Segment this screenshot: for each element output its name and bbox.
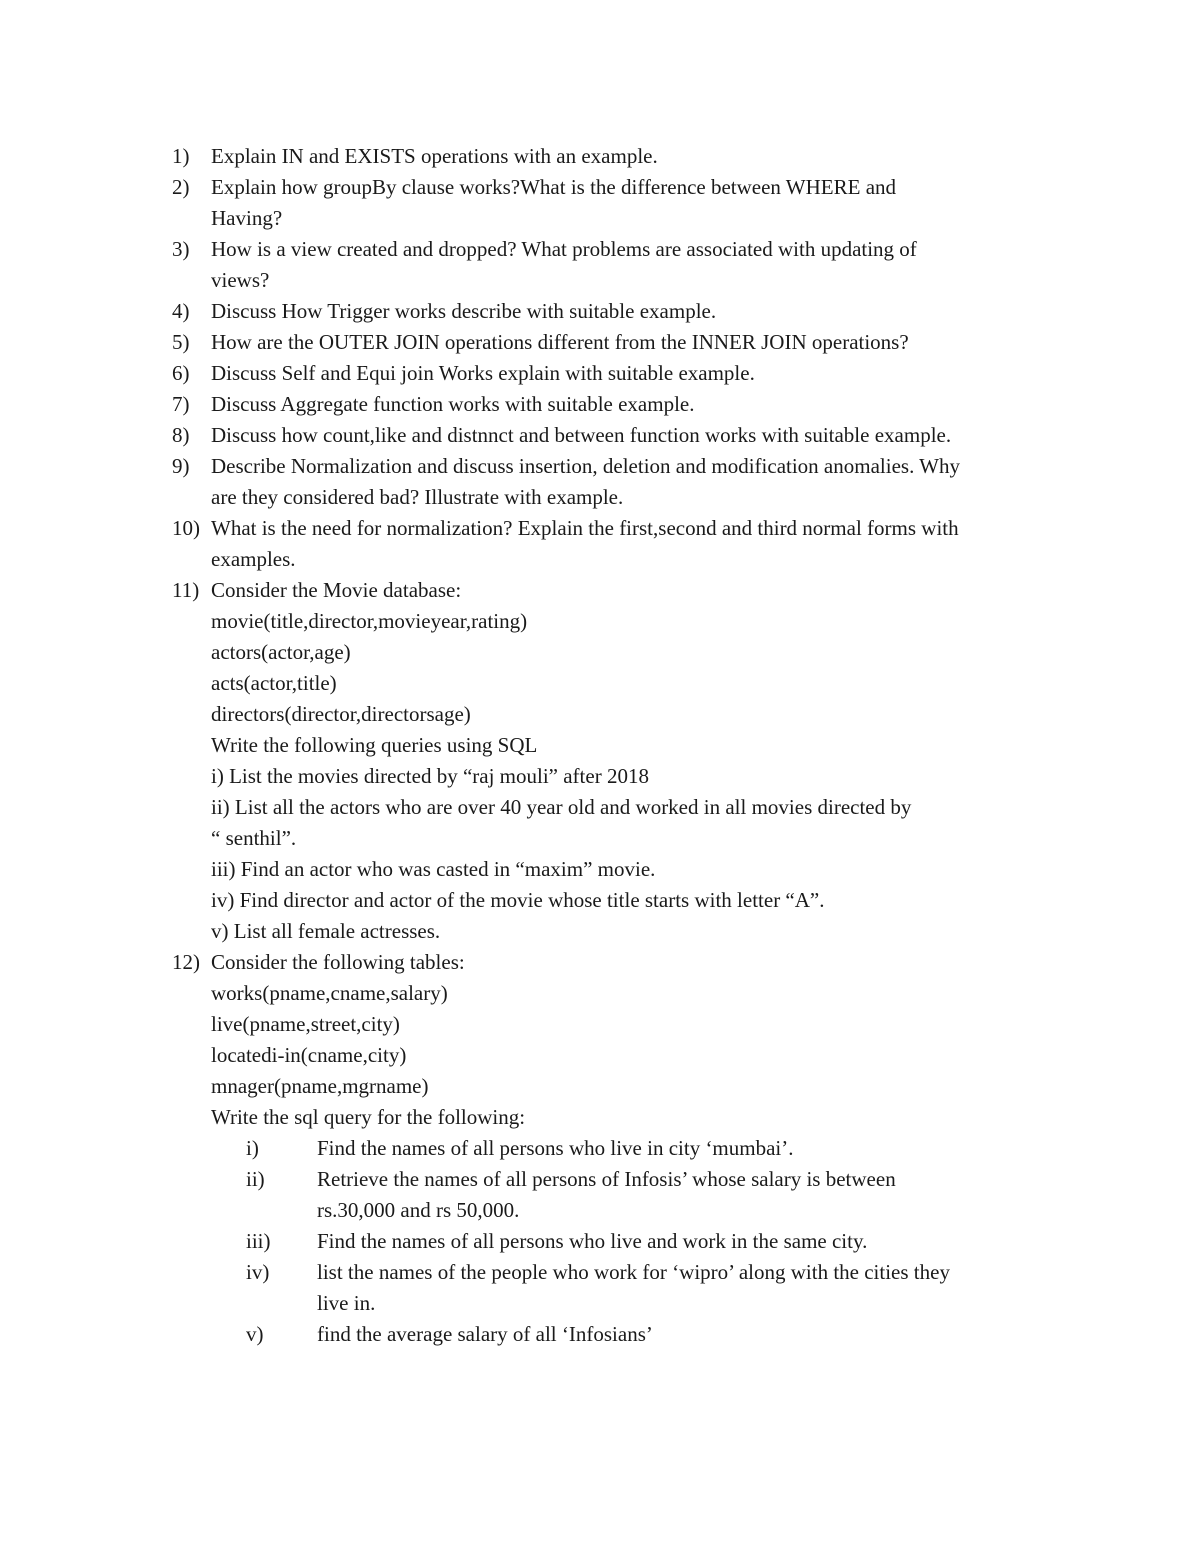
question-text: i) List the movies directed by “raj mouli” after 2018: [211, 764, 649, 788]
sub-question-text: rs.30,000 and rs 50,000.: [317, 1198, 520, 1222]
question-text: mnager(pname,mgrname): [211, 1074, 429, 1098]
question-line: [172, 854, 1072, 885]
question-text: movie(title,director,movieyear,rating): [211, 609, 528, 633]
question-number: 2): [172, 175, 190, 199]
question-number: 10): [172, 516, 200, 540]
sub-question-line: [172, 1257, 1072, 1288]
question-line: [172, 296, 1072, 327]
question-line: [172, 978, 1072, 1009]
question-line: [172, 606, 1072, 637]
question-number: 7): [172, 392, 190, 416]
question-text: How are the OUTER JOIN operations different from the INNER JOIN operations?: [211, 330, 909, 354]
question-text: Write the following queries using SQL: [211, 733, 538, 757]
question-line: [172, 141, 1072, 172]
sub-question-line: [172, 1226, 1072, 1257]
question-number: 5): [172, 330, 190, 354]
sub-question-line: [172, 1319, 1072, 1350]
question-text: Explain IN and EXISTS operations with an example.: [211, 144, 658, 168]
question-number: 11): [172, 578, 200, 602]
question-line: [172, 234, 1072, 265]
sub-question-number: iii): [246, 1229, 271, 1253]
question-line: [172, 358, 1072, 389]
sub-question-line: [172, 1288, 1072, 1319]
question-number: 8): [172, 423, 190, 447]
question-line: [172, 1071, 1072, 1102]
sub-question-text: Find the names of all persons who live in city ‘mumbai’.: [317, 1136, 794, 1160]
question-line: [172, 172, 1072, 203]
question-text: locatedi-in(cname,city): [211, 1043, 407, 1067]
sub-question-text: Find the names of all persons who live and work in the same city.: [317, 1229, 868, 1253]
question-text: Explain how groupBy clause works?What is the difference between WHERE and: [211, 175, 897, 199]
question-text: “ senthil”.: [211, 826, 297, 850]
question-line: [172, 730, 1072, 761]
question-text: are they considered bad? Illustrate with example.: [211, 485, 624, 509]
question-line: [172, 885, 1072, 916]
question-line: [172, 265, 1072, 296]
sub-question-text: live in.: [317, 1291, 376, 1315]
question-text: acts(actor,title): [211, 671, 337, 695]
question-line: [172, 1009, 1072, 1040]
question-number: 4): [172, 299, 190, 323]
sub-question-number: v): [246, 1322, 264, 1346]
question-line: [172, 1102, 1072, 1133]
question-text: Discuss Self and Equi join Works explain with suitable example.: [211, 361, 755, 385]
sub-question-line: [172, 1133, 1072, 1164]
question-line: [172, 699, 1072, 730]
sub-question-number: iv): [246, 1260, 270, 1284]
question-number: 3): [172, 237, 190, 261]
question-text: views?: [211, 268, 270, 292]
question-text: Consider the following tables:: [211, 950, 465, 974]
question-text: Discuss how count,like and distnnct and between function works with suitable example.: [211, 423, 952, 447]
question-text: iii) Find an actor who was casted in “maxim” movie.: [211, 857, 656, 881]
question-line: [172, 389, 1072, 420]
question-text: Having?: [211, 206, 283, 230]
question-text: Write the sql query for the following:: [211, 1105, 526, 1129]
question-text: ii) List all the actors who are over 40 year old and worked in all movies directed by: [211, 795, 912, 819]
question-line: [172, 637, 1072, 668]
question-text: actors(actor,age): [211, 640, 351, 664]
question-line: [172, 420, 1072, 451]
question-line: [172, 761, 1072, 792]
question-number: 12): [172, 950, 200, 974]
question-text: Discuss How Trigger works describe with suitable example.: [211, 299, 717, 323]
question-text: examples.: [211, 547, 296, 571]
question-line: [172, 544, 1072, 575]
question-line: [172, 203, 1072, 234]
question-text: How is a view created and dropped? What problems are associated with updating of: [211, 237, 917, 261]
question-number: 6): [172, 361, 190, 385]
question-line: [172, 947, 1072, 978]
question-line: [172, 1040, 1072, 1071]
question-text: live(pname,street,city): [211, 1012, 400, 1036]
question-text: Consider the Movie database:: [211, 578, 462, 602]
question-number: 1): [172, 144, 190, 168]
question-line: [172, 327, 1072, 358]
question-number: 9): [172, 454, 190, 478]
question-line: [172, 482, 1072, 513]
sub-question-text: list the names of the people who work for ‘wipro’ along with the cities they: [317, 1260, 950, 1284]
sub-question-number: i): [246, 1136, 259, 1160]
question-line: [172, 513, 1072, 544]
sub-question-text: Retrieve the names of all persons of Infosis’ whose salary is between: [317, 1167, 896, 1191]
question-line: [172, 451, 1072, 482]
sub-question-line: [172, 1164, 1072, 1195]
question-list: [172, 141, 1072, 1350]
question-line: [172, 792, 1072, 823]
question-text: Describe Normalization and discuss insertion, deletion and modification anomalies. Why: [211, 454, 961, 478]
question-line: [172, 823, 1072, 854]
sub-question-line: [172, 1195, 1072, 1226]
sub-question-text: find the average salary of all ‘Infosians’: [317, 1322, 653, 1346]
question-text: v) List all female actresses.: [211, 919, 441, 943]
question-text: directors(director,directorsage): [211, 702, 471, 726]
question-text: Discuss Aggregate function works with suitable example.: [211, 392, 695, 416]
question-text: iv) Find director and actor of the movie whose title starts with letter “A”.: [211, 888, 825, 912]
sub-question-number: ii): [246, 1167, 265, 1191]
question-text: works(pname,cname,salary): [211, 981, 448, 1005]
question-line: [172, 916, 1072, 947]
question-line: [172, 668, 1072, 699]
question-line: [172, 575, 1072, 606]
question-text: What is the need for normalization? Explain the first,second and third normal forms with: [211, 516, 959, 540]
